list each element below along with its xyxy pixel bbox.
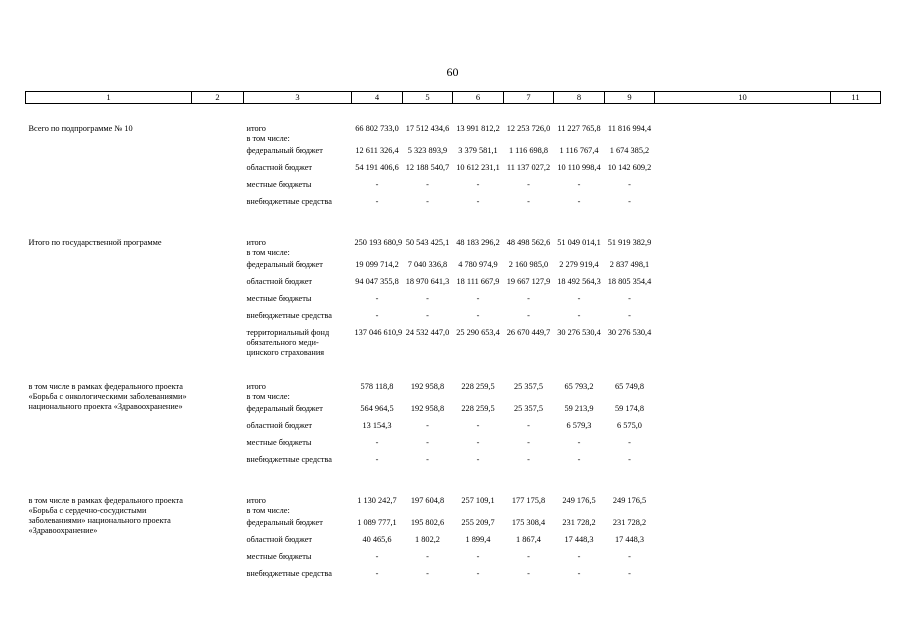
amount-cell: - [426,438,429,447]
amount-cell: - [476,552,480,561]
amount-cell: 3 379 581,1 [458,146,498,155]
funding-source: внебюджетные средства [246,197,332,206]
amount-cell: 12 188 540,7 [405,163,450,172]
amount-cell: 19 099 714,2 [355,260,399,269]
amount-cell: 231 728,2 [562,518,596,527]
col-10-cell [655,311,831,328]
amount-cell: 192 958,8 [410,382,445,391]
funding-source: внебюджетные средства [246,569,332,578]
amount-cell: - [476,455,480,464]
amount-cell: 13 154,3 [362,421,392,430]
amount-cell: - [426,455,429,464]
empty-cell [192,496,244,586]
col-10-cell [655,552,831,569]
amount-cell: 1 116 698,8 [508,146,549,155]
column-header-11: 11 [831,92,881,104]
amount-cell: 228 259,5 [461,404,495,413]
amount-cell: 40 465,6 [362,535,392,544]
col-11-cell [831,146,881,163]
amount-cell: - [426,552,429,561]
funding-source: областной бюджет [246,421,313,430]
amount-cell: 564 964,5 [360,404,394,413]
col-11-cell [831,294,881,311]
amount-cell: 1 899,4 [465,535,491,544]
amount-cell: - [375,569,379,578]
column-header-7: 7 [504,92,554,104]
amount-cell: - [577,294,581,303]
amount-cell: - [577,455,581,464]
program-name: Всего по подпрограмме № 10 [28,124,133,133]
column-header-1: 1 [26,92,192,104]
amount-cell: - [527,438,530,447]
col-10-cell [655,197,831,214]
col-10-cell [655,382,831,404]
block-spacer [26,358,881,382]
amount-cell: - [375,552,379,561]
amount-cell: 250 193 680,9 [354,238,403,247]
amount-cell: 197 604,8 [410,496,445,505]
column-header-10: 10 [655,92,831,104]
amount-cell: - [476,294,480,303]
col-11-cell [831,569,881,586]
col-11-cell [831,277,881,294]
header-row [26,92,881,104]
col-10-cell [655,404,831,421]
amount-cell: - [628,552,631,561]
empty-cell [192,124,244,214]
funding-source: итого в том числе: [246,382,290,401]
amount-cell: 25 290 653,4 [456,328,500,337]
amount-cell: - [476,421,480,430]
amount-cell: 66 802 733,0 [355,124,399,133]
amount-cell: 17 512 434,6 [405,124,450,133]
block-spacer [26,214,881,238]
col-11-cell [831,124,881,146]
funding-source: внебюджетные средства [246,311,332,320]
amount-cell: - [628,455,631,464]
col-10-cell [655,569,831,586]
column-header-3: 3 [244,92,352,104]
amount-cell: 2 160 985,0 [508,260,549,269]
col-11-cell [831,180,881,197]
column-header-5: 5 [403,92,453,104]
amount-cell: - [628,438,631,447]
col-11-cell [831,311,881,328]
amount-cell: 25 357,5 [513,404,544,413]
amount-cell: 50 543 425,1 [405,238,450,247]
amount-cell: 18 492 564,3 [557,277,601,286]
amount-cell: - [426,294,429,303]
amount-cell: - [426,569,429,578]
amount-cell: 24 532 447,0 [405,328,450,337]
amount-cell: 30 276 530,4 [607,328,652,337]
amount-cell: 48 498 562,6 [506,238,551,247]
amount-cell: 26 670 449,7 [506,328,551,337]
amount-cell: - [476,197,480,206]
funding-source: итого в том числе: [246,238,290,257]
amount-cell: - [426,311,429,320]
amount-cell: 2 279 919,4 [559,260,599,269]
amount-cell: - [577,180,581,189]
amount-cell: 18 970 641,3 [405,277,450,286]
col-11-cell [831,518,881,535]
amount-cell: 249 176,5 [562,496,596,505]
table-row [26,238,881,260]
amount-cell: 175 308,4 [511,518,546,527]
col-10-cell [655,421,831,438]
amount-cell: 249 176,5 [612,496,647,505]
amount-cell: 177 175,8 [511,496,546,505]
table-row [26,496,881,518]
amount-cell: 1 867,4 [516,535,541,544]
amount-cell: - [577,197,581,206]
col-10-cell [655,438,831,455]
amount-cell: 10 110 998,4 [557,163,601,172]
amount-cell: 255 209,7 [461,518,495,527]
amount-cell: 228 259,5 [461,382,495,391]
amount-cell: 48 183 296,2 [456,238,500,247]
funding-source: итого в том числе: [246,496,290,515]
amount-cell: - [527,421,530,430]
amount-cell: 1 802,2 [415,535,440,544]
col-11-cell [831,455,881,472]
amount-cell: 10 612 231,1 [456,163,500,172]
amount-cell: - [375,438,379,447]
amount-cell: - [375,455,379,464]
col-10-cell [655,238,831,260]
amount-cell: 578 118,8 [360,382,394,391]
amount-cell: 65 749,8 [614,382,645,391]
amount-cell: - [476,569,480,578]
amount-cell: - [476,311,480,320]
amount-cell: - [628,294,631,303]
col-10-cell [655,294,831,311]
amount-cell: - [426,197,429,206]
amount-cell: 54 191 406,6 [355,163,399,172]
amount-cell: 11 227 765,8 [557,124,601,133]
column-header-6: 6 [453,92,504,104]
col-10-cell [655,277,831,294]
funding-source: внебюджетные средства [246,455,332,464]
amount-cell: 137 046 610,9 [354,328,403,337]
amount-cell: 59 174,8 [614,404,645,413]
table-row [26,382,881,404]
funding-source: местные бюджеты [246,180,312,189]
amount-cell: - [527,311,530,320]
col-11-cell [831,328,881,358]
amount-cell: - [375,180,379,189]
col-10-cell [655,124,831,146]
col-11-cell [831,421,881,438]
table-body [26,104,881,587]
amount-cell: - [527,552,530,561]
funding-source: областной бюджет [246,277,313,286]
spacer-cell [26,104,881,125]
amount-cell: 12 611 326,4 [355,146,399,155]
col-11-cell [831,382,881,404]
col-11-cell [831,438,881,455]
amount-cell: 30 276 530,4 [557,328,601,337]
table-row [26,124,881,146]
block-spacer [26,472,881,496]
column-header-2: 2 [192,92,244,104]
col-11-cell [831,197,881,214]
program-name: в том числе в рамках федерального проекта «Борьба с сердечно-сосудистыми заболеваниями» национального проекта «Здравоохранение» [28,496,183,535]
amount-cell: - [527,294,530,303]
amount-cell: - [577,311,581,320]
column-header-8: 8 [554,92,605,104]
funding-source: федеральный бюджет [246,518,323,527]
amount-cell: - [476,180,480,189]
amount-cell: - [628,180,631,189]
col-11-cell [831,404,881,421]
amount-cell: 11 816 994,4 [607,124,652,133]
funding-source: федеральный бюджет [246,146,323,155]
col-11-cell [831,238,881,260]
col-11-cell [831,163,881,180]
budget-table [25,91,881,586]
amount-cell: - [375,294,379,303]
amount-cell: 7 040 336,8 [407,260,448,269]
amount-cell: 13 991 812,2 [456,124,500,133]
page-number: 60 [446,65,459,79]
amount-cell: - [628,569,631,578]
funding-source: территориальный фонд обязательного меди- цинского страхования [246,328,330,357]
col-10-cell [655,518,831,535]
amount-cell: 18 805 354,4 [607,277,652,286]
amount-cell: 25 357,5 [513,382,544,391]
amount-cell: 6 575,0 [617,421,642,430]
column-header-4: 4 [352,92,403,104]
spacer-cell [26,472,881,496]
amount-cell: - [375,311,379,320]
amount-cell: 6 579,3 [566,421,592,430]
amount-cell: 59 213,9 [564,404,594,413]
funding-source: местные бюджеты [246,294,312,303]
amount-cell: - [577,569,581,578]
spacer-cell [26,358,881,382]
amount-cell: - [476,438,480,447]
amount-cell: - [375,197,379,206]
col-11-cell [831,535,881,552]
funding-source: областной бюджет [246,163,313,172]
amount-cell: 11 137 027,2 [506,163,551,172]
col-10-cell [655,496,831,518]
amount-cell: 51 919 382,9 [607,238,652,247]
amount-cell: 1 130 242,7 [357,496,397,505]
col-10-cell [655,180,831,197]
column-header-9: 9 [605,92,655,104]
amount-cell: 4 780 974,9 [458,260,498,269]
funding-source: областной бюджет [246,535,313,544]
amount-cell: 18 111 667,9 [456,277,500,286]
block-spacer [26,104,881,125]
funding-source: итого в том числе: [246,124,290,143]
amount-cell: 1 089 777,1 [357,518,397,527]
col-10-cell [655,535,831,552]
empty-cell [192,238,244,358]
amount-cell: - [527,455,530,464]
col-10-cell [655,328,831,358]
amount-cell: 2 837 498,1 [609,260,650,269]
amount-cell: - [527,180,530,189]
funding-source: местные бюджеты [246,438,312,447]
amount-cell: 192 958,8 [410,404,445,413]
funding-source: федеральный бюджет [246,404,323,413]
amount-cell: 1 674 385,2 [609,146,650,155]
amount-cell: 1 116 767,4 [559,146,599,155]
amount-cell: - [426,180,429,189]
col-11-cell [831,260,881,277]
col-10-cell [655,455,831,472]
empty-cell [192,382,244,472]
program-name: в том числе в рамках федерального проекта «Борьба с онкологическими заболеваниями» национального проекта «Здравоохранение» [28,382,187,411]
amount-cell: 65 793,2 [564,382,594,391]
amount-cell: - [628,197,631,206]
amount-cell: - [577,552,581,561]
amount-cell: 10 142 609,2 [607,163,652,172]
amount-cell: - [527,197,530,206]
amount-cell: 5 323 893,9 [407,146,448,155]
amount-cell: 17 448,3 [614,535,645,544]
funding-source: местные бюджеты [246,552,312,561]
amount-cell: 231 728,2 [612,518,647,527]
col-10-cell [655,163,831,180]
amount-cell: 94 047 355,8 [355,277,399,286]
funding-source: федеральный бюджет [246,260,323,269]
col-11-cell [831,496,881,518]
amount-cell: - [426,421,429,430]
table-header [26,92,881,104]
spacer-cell [26,214,881,238]
amount-cell: 17 448,3 [564,535,594,544]
amount-cell: 19 667 127,9 [506,277,551,286]
amount-cell: 195 802,6 [410,518,445,527]
col-11-cell [831,552,881,569]
amount-cell: 51 049 014,1 [557,238,601,247]
col-10-cell [655,260,831,277]
amount-cell: - [577,438,581,447]
amount-cell: 257 109,1 [461,496,495,505]
amount-cell: - [527,569,530,578]
program-name: Итого по государственной программе [28,238,162,247]
amount-cell: - [628,311,631,320]
amount-cell: 12 253 726,0 [506,124,551,133]
col-10-cell [655,146,831,163]
